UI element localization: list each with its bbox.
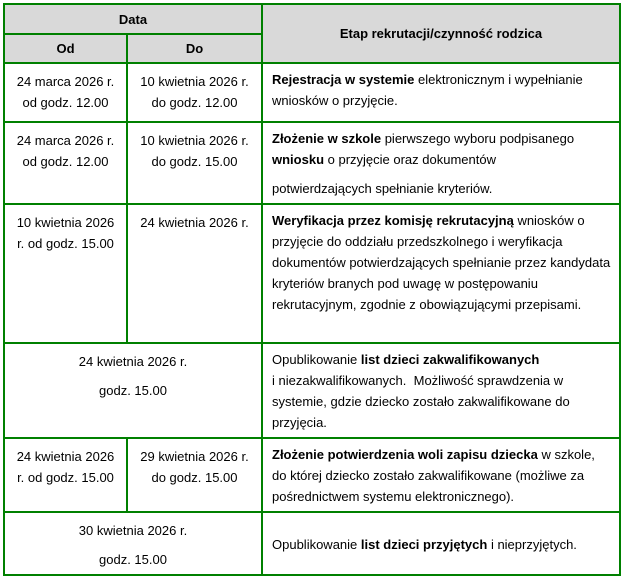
recruitment-schedule-table: [3, 3, 621, 576]
date-from-cell: 24 marca 2026 r. od godz. 12.00: [4, 122, 127, 204]
schedule-row: [4, 63, 620, 122]
date-from-cell: 24 kwietnia 2026 r. od godz. 15.00: [4, 438, 127, 512]
date-merged-cell: 24 kwietnia 2026 r. godz. 15.00: [4, 343, 262, 438]
date-to-cell: 24 kwietnia 2026 r.: [127, 204, 262, 343]
header-cell-od: Od: [4, 34, 127, 63]
stage-cell: Weryfikacja przez komisję rekrutacyjną wniosków o przyjęcie do oddziału przedszkolnego i weryfikacja dokumentów potwierdzających spełnianie przez kandydata kryteriów branych pod uwagę w postępowaniu rekrutacyjnym, zgodnie z obowiązującymi przepisami.: [262, 204, 620, 343]
schedule-row: [4, 122, 620, 204]
stage-cell: Opublikowanie list dzieci przyjętych i nieprzyjętych.: [262, 512, 620, 575]
date-merged-cell: 30 kwietnia 2026 r. godz. 15.00: [4, 512, 262, 575]
stage-cell: Rejestracja w systemie elektronicznym i wypełnianie wniosków o przyjęcie.: [262, 63, 620, 122]
date-to-cell: 29 kwietnia 2026 r. do godz. 15.00: [127, 438, 262, 512]
header-row-data: [4, 4, 620, 34]
schedule-row: [4, 343, 620, 438]
schedule-row: [4, 204, 620, 343]
header-cell-data: Data: [4, 4, 262, 34]
schedule-row: [4, 512, 620, 575]
stage-cell: Złożenie w szkole pierwszego wyboru podpisanego wniosku o przyjęcie oraz dokumentów potwierdzających spełnianie kryteriów.: [262, 122, 620, 204]
header-cell-etap: Etap rekrutacji/czynność rodzica: [262, 4, 620, 63]
date-from-cell: 24 marca 2026 r. od godz. 12.00: [4, 63, 127, 122]
date-from-cell: 10 kwietnia 2026 r. od godz. 15.00: [4, 204, 127, 343]
stage-cell: Opublikowanie list dzieci zakwalifikowanych i niezakwalifikowanych. Możliwość sprawdzenia w systemie, gdzie dziecko zostało zakwalifikowane do przyjęcia.: [262, 343, 620, 438]
stage-cell: Złożenie potwierdzenia woli zapisu dziecka w szkole, do której dziecko zostało zakwalifikowane (możliwe za pośrednictwem systemu elektronicznego).: [262, 438, 620, 512]
header-cell-do: Do: [127, 34, 262, 63]
schedule-row: [4, 438, 620, 512]
date-to-cell: 10 kwietnia 2026 r. do godz. 12.00: [127, 63, 262, 122]
date-to-cell: 10 kwietnia 2026 r. do godz. 15.00: [127, 122, 262, 204]
